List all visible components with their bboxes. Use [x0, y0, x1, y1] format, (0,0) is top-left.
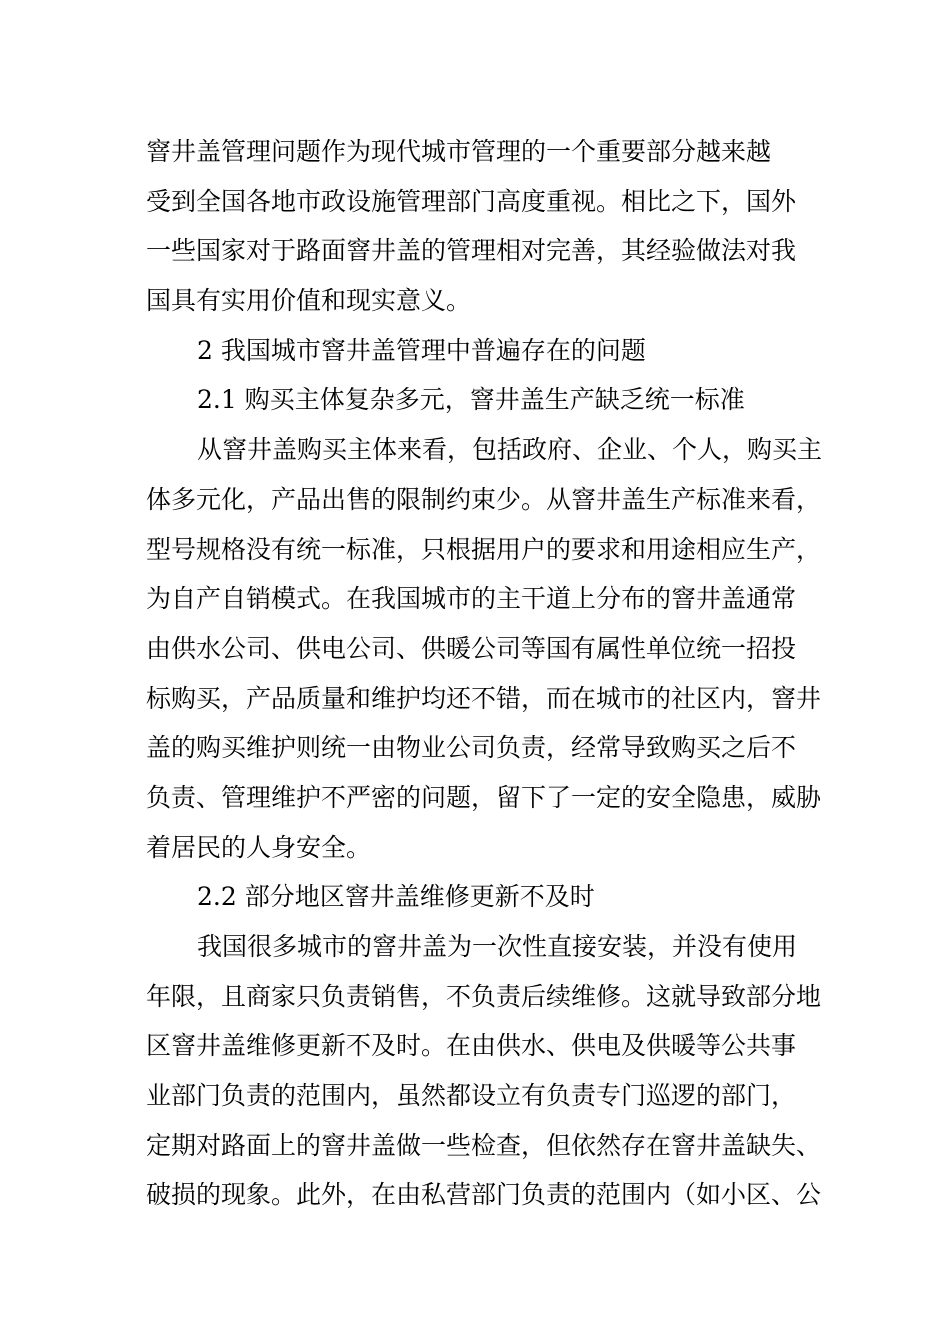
- text-line: 破损的现象。此外，在由私营部门负责的范围内（如小区、公: [146, 1180, 822, 1210]
- section-heading: 2.2 部分地区窨井盖维修更新不及时: [197, 882, 595, 912]
- text-line: 盖的购买维护则统一由物业公司负责，经常导致购买之后不: [146, 733, 797, 763]
- text-line: 体多元化，产品出售的限制约束少。从窨井盖生产标准来看，: [146, 484, 822, 514]
- text-line: 区窨井盖维修更新不及时。在由供水、供电及供暖等公共事: [146, 1031, 797, 1061]
- text-line: 负责、管理维护不严密的问题，留下了一定的安全隐患，威胁: [146, 782, 822, 812]
- section-heading: 2 我国城市窨井盖管理中普遍存在的问题: [197, 335, 646, 365]
- text-line: 从窨井盖购买主体来看，包括政府、企业、个人，购买主: [197, 435, 823, 465]
- text-line: 国具有实用价值和现实意义。: [146, 286, 472, 316]
- text-line: 我国很多城市的窨井盖为一次性直接安装，并没有使用: [197, 932, 798, 961]
- text-line: 型号规格没有统一标准，只根据用户的要求和用途相应生产，: [146, 534, 822, 564]
- text-line: 窨井盖管理问题作为现代城市管理的一个重要部分越来越: [146, 137, 772, 166]
- text-line: 着居民的人身安全。: [146, 832, 372, 862]
- text-line: 业部门负责的范围内，虽然都设立有负责专门巡逻的部门，: [146, 1081, 797, 1111]
- text-line: 标购买，产品质量和维护均还不错，而在城市的社区内，窨井: [146, 683, 822, 713]
- document-body: [146, 127, 846, 1220]
- text-line: 一些国家对于路面窨井盖的管理相对完善，其经验做法对我: [146, 236, 797, 266]
- text-line: 年限，且商家只负责销售，不负责后续维修。这就导致部分地: [146, 981, 822, 1011]
- text-line: 为自产自销模式。在我国城市的主干道上分布的窨井盖通常: [146, 584, 797, 614]
- section-heading: 2.1 购买主体复杂多元，窨井盖生产缺乏统一标准: [197, 385, 745, 415]
- text-line: 定期对路面上的窨井盖做一些检查，但依然存在窨井盖缺失、: [146, 1130, 822, 1160]
- text-line: 由供水公司、供电公司、供暖公司等国有属性单位统一招投: [146, 633, 797, 663]
- text-line: 受到全国各地市政设施管理部门高度重视。相比之下，国外: [146, 186, 797, 216]
